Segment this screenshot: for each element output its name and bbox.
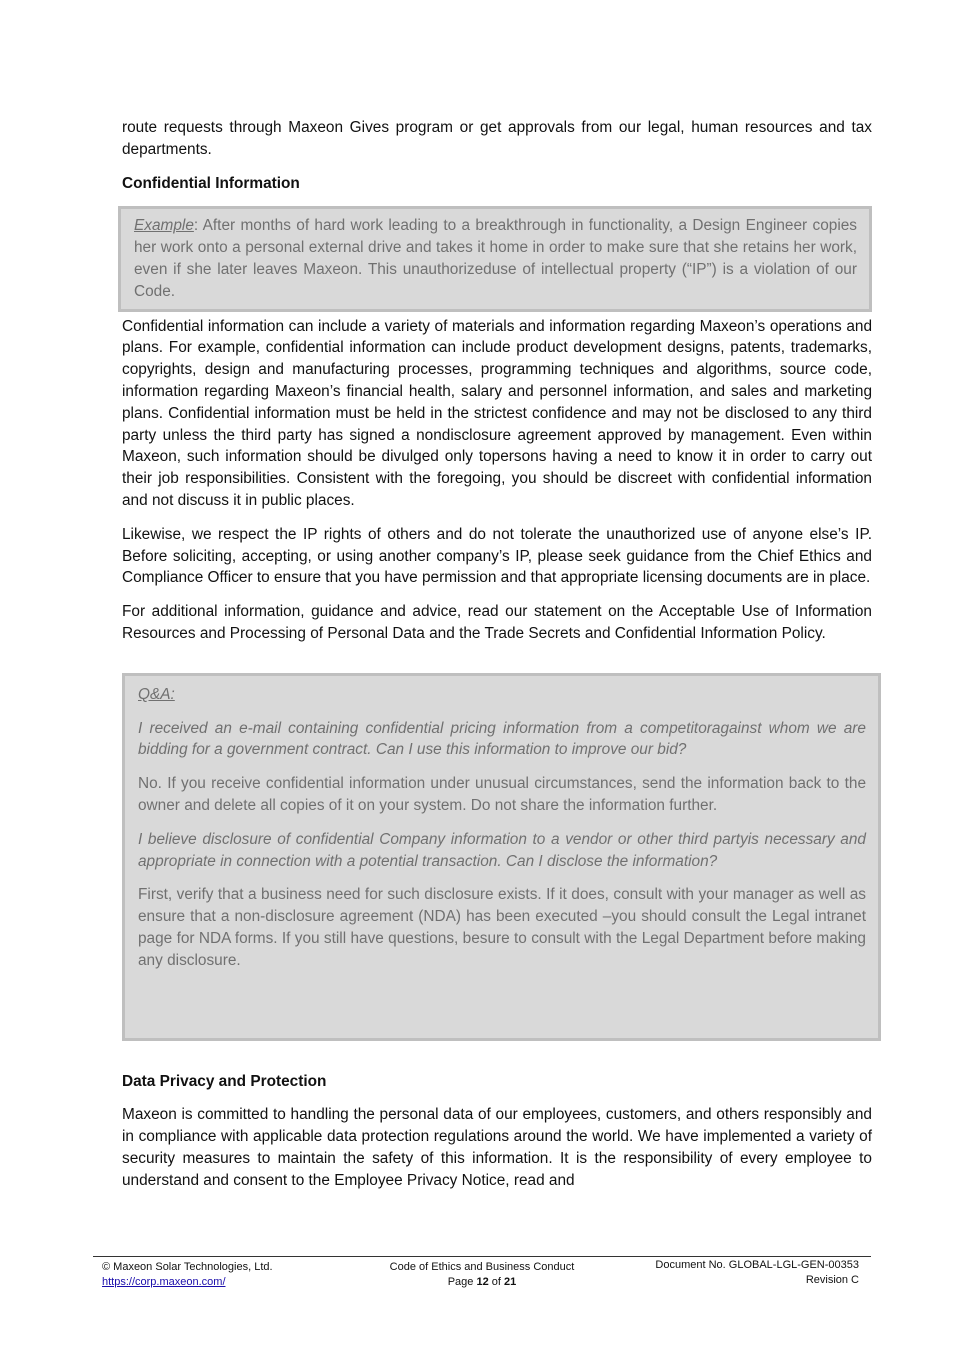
footer-copyright: © Maxeon Solar Technologies, Ltd. xyxy=(102,1261,273,1273)
qa-box xyxy=(122,673,881,1041)
qa-question: I believe disclosure of confidential Company information to a vendor or other third partyis necessary and appropriate in connection with a potential transaction. Can I disclose the information? xyxy=(138,830,866,870)
paragraph: Maxeon is committed to handling the personal data of our employees, customers, and others responsibly and in compliance with applicable data protection regulations around the world. We have implemented a variety of security measures to maintain the safety of this information. It is the responsibility of every employee to understand and consent to the Employee Privacy Notice, read and xyxy=(122,1106,872,1189)
example-label: Example xyxy=(134,217,194,235)
paragraph: Confidential information can include a variety of materials and information regarding Maxeon’s operations and plans. For example, confidential information can include product development designs, patents, trademarks, copyrights, design and manufacturing processes, programming techniques and algorithms, source code, information regarding Maxeon’s financial health, salary and personnel information, and sales and marketing plans. Confidential information must be held in the strictest confidence and may not be disclosed to any third party unless the third party has signed a nondisclosure agreement approved by management. Even within Maxeon, such information should be divulged only topersons having a need to know it in order to carry out their job responsibilities. Consistent with the foregoing, you should be discreet with confidential information and not discuss it in public places. xyxy=(122,317,872,509)
qa-answer: First, verify that a business need for such disclosure exists. If it does, consult with your manager as well as ensure that a non-disclosure agreement (NDA) has been executed –you should consult the Legal intranet page for NDA forms. If you still have questions, besure to consult with the Legal Department before making any disclosure. xyxy=(138,886,866,969)
page-number: Page 12 of 21 xyxy=(447,1276,517,1288)
doc-number: Document No. GLOBAL-LGL-GEN-00353 xyxy=(655,1259,859,1271)
paragraph: Likewise, we respect the IP rights of others and do not tolerate the unauthorized use of anyone else’s IP. Before soliciting, accepting, or using another company’s IP, please seek guidance from the Chief Ethics and Compliance Officer to ensure that you have permission and that appropriate licensing documents are in place. xyxy=(122,525,872,587)
section-heading-confidential: Confidential Information xyxy=(122,174,300,192)
document-body xyxy=(122,117,872,1203)
section-heading-data-privacy: Data Privacy and Protection xyxy=(122,1072,327,1090)
qa-label: Q&A: xyxy=(138,685,175,703)
intro-paragraph: route requests through Maxeon Gives program or get approvals from our legal, human resources and tax departments. xyxy=(122,119,872,158)
footer-link[interactable]: https://corp.maxeon.com/ xyxy=(102,1276,226,1288)
footer-title: Code of Ethics and Business Conduct xyxy=(389,1261,575,1273)
revision: Revision C xyxy=(805,1274,859,1286)
example-box xyxy=(118,206,872,311)
qa-question: I received an e-mail containing confidential pricing information from a competitoragainst whom we are bidding for a government contract. Can I use this information to improve our bid? xyxy=(138,719,866,759)
qa-answer: No. If you receive confidential information under unusual circumstances, send the information back to the owner and delete all copies of it on your system. Do not share the information further. xyxy=(138,775,866,814)
paragraph: For additional information, guidance and advice, read our statement on the Acceptable Use of Information Resources and Processing of Personal Data and the Trade Secrets and Confidential Information Policy. xyxy=(122,603,872,642)
page-footer xyxy=(93,1256,871,1288)
example-text: : After months of hard work leading to a breakthrough in functionality, a Design Engineer copies her work onto a personal external drive and takes it home in order to make sure that she retains her work, even if she later leaves Maxeon. This unauthorizeduse of intellectual property (“IP”) is a violation of our Code. xyxy=(134,217,857,300)
